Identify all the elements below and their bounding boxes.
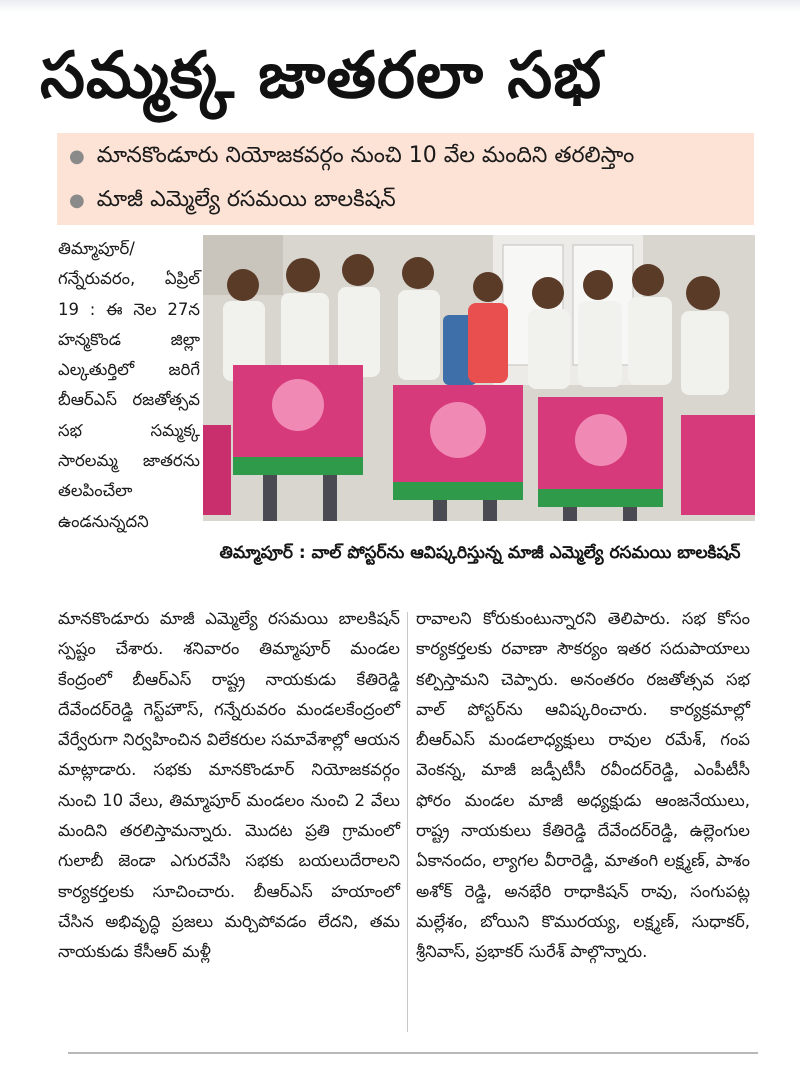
subheadline-item	[69, 139, 634, 174]
intro-column: తిమ్మాపూర్/ గన్నేరువరం, ఏప్రిల్ 19 : ఈ నెల 27న హన్మకొండ జిల్లా ఎల్కతుర్తిలో జరిగే బీఆర్ఎస్ రజతోత్సవ సభ సమ్మక్క సారలమ్మ జాతరను తలపించేలా ఉండనున్నదని	[58, 239, 200, 531]
body-column-left: మానకొండూరు మాజీ ఎమ్మెల్యే రసమయి బాలకిషన్ స్పష్టం చేశారు. శనివారం తిమ్మాపూర్ మండల కేంద్రంలో బీఆర్ఎస్ రాష్ట్ర నాయకుడు కేతిరెడ్డి దేవేందర్‌రెడ్డి గెస్ట్‌హౌస్, గన్నేరువరం మండలకేంద్రంలో వేర్వేరుగా నిర్వహించిన విలేకరుల సమావేశాల్లో ఆయన మాట్లాడారు. సభకు మానకొండూర్ నియోజకవర్గం నుంచి 10 వేలు, తిమ్మాపూర్ మండలం నుంచి 2 వేలు మందిని తరలిస్తామన్నారు. మొదట ప్రతి గ్రామంలో గులాబీ జెండా ఎగురవేసి సభకు బయలుదేరాలని కార్యకర్తలకు సూచించారు. బీఆర్ఎస్ హయాంలో చేసిన అభివృద్ధి ప్రజలు మర్చిపోవడం లేదని, తమ నాయకుడు కేసీఆర్ మళ్లీ	[58, 609, 400, 962]
subheadline-text: మాజీ ఎమ్మెల్యే రసమయి బాలకిషన్	[96, 187, 396, 212]
news-photo	[203, 235, 755, 521]
photo-caption: తిమ్మాపూర్ : వాల్ పోస్టర్‌ను ఆవిష్కరిస్తున్న మాజీ ఎమ్మెల్యే రసమయి బాలకిషన్	[219, 543, 741, 563]
subheadline-box	[57, 133, 754, 225]
bullet-icon: ●	[69, 190, 85, 211]
body-column-right: రావాలని కోరుకుంటున్నారని తెలిపారు. సభ కోసం కార్యకర్తలకు రవాణా సౌకర్యం ఇతర సదుపాయాలు కల్పిస్తామని చెప్పారు. అనంతరం రజతోత్సవ సభ వాల్ పోస్టర్‌ను ఆవిష్కరించారు. కార్యక్రమాల్లో బీఆర్ఎస్ మండలాధ్యక్షులు రావుల రమేశ్, గంప వెంకన్న, మాజీ జడ్పీటీసీ రవీందర్‌రెడ్డి, ఎంపీటీసీ ఫోరం మండల మాజీ అధ్యక్షుడు ఆంజనేయులు, రాష్ట్ర నాయకులు కేతిరెడ్డి దేవేందర్‌రెడ్డి, ఉల్లెంగుల ఏకానందం, ల్యాగల వీరారెడ్డి, మాతంగి లక్ష్మణ్, పాశం అశోక్ రెడ్డి, అనభేరి రాధాకిషన్ రావు, సంగుపట్ల మల్లేశం, బోయిని కొమురయ్య, లక్ష్మణ్, సుధాకర్, శ్రీనివాస్, ప్రభాకర్ సురేశ్ పాల్గొన్నారు.	[416, 609, 750, 962]
column-divider	[407, 612, 408, 1032]
bottom-rule	[68, 1052, 758, 1054]
bullet-icon: ●	[69, 146, 85, 167]
subheadline-item	[69, 183, 396, 218]
page-top-strip	[0, 0, 800, 12]
subheadline-text: మానకొండూరు నియోజకవర్గం నుంచి 10 వేల మందిని తరలిస్తాం	[96, 143, 635, 168]
headline: సమ్మక్క జాతరలా సభ	[40, 39, 603, 113]
photo-illustration	[203, 235, 755, 521]
